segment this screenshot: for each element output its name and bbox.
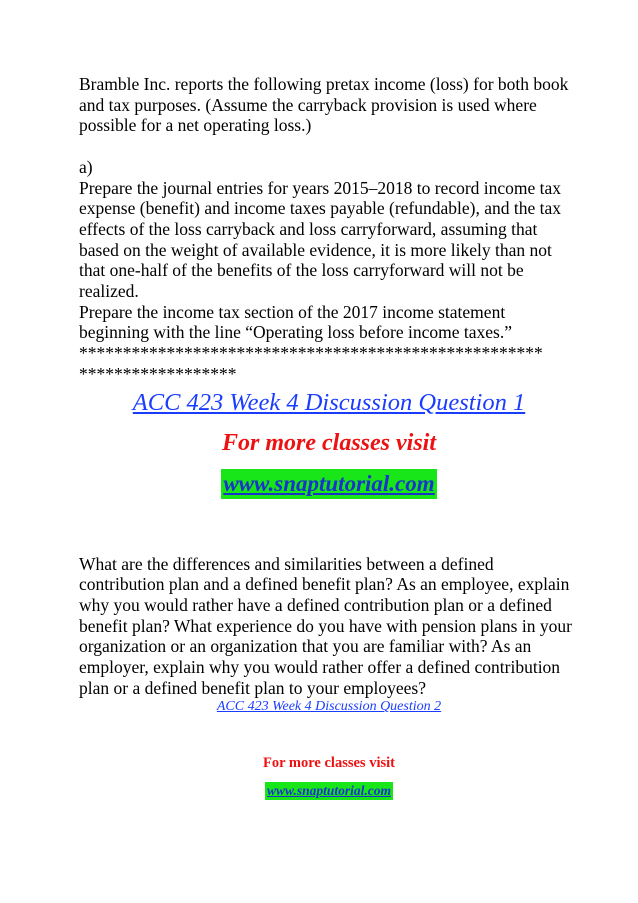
visit-text-2: For more classes visit [263,755,395,772]
site-link-1-wrap [79,469,579,501]
part-a-label: a) [79,156,93,177]
site-link-2[interactable]: www.snaptutorial.com [266,783,392,799]
site-link-1[interactable]: www.snaptutorial.com [221,469,436,499]
visit-text-1: For more classes visit [222,429,436,456]
part-a-instruction-2: Prepare the income tax section of the 2017 income statement beginning with the line “Operating loss before income taxes.” [79,301,512,343]
separator-line-1: ***************************************************** [79,343,543,364]
section-1-header [79,388,579,501]
section-2-header [79,698,579,800]
part-a-instruction-1: Prepare the journal entries for years 2015–2018 to record income tax expense (benefit) and income taxes payable (refundable), and the tax effects of the loss carryback and loss carryforward, assuming that based on the weight of available evidence, it is more likely than not that one-half of the benefits of the loss carryforward will not be realized. [79,177,562,302]
discussion-question-2-link[interactable]: ACC 423 Week 4 Discussion Question 2 [216,699,442,715]
blank-line [79,136,579,157]
intro-paragraph: Bramble Inc. reports the following pretax income (loss) for both book and tax purposes. (Assume the carryback provision is used where possible for a net operating loss.) [79,74,569,136]
separator-line-2: ****************** [79,363,237,384]
question-paragraph: What are the differences and similarities between a defined contribution plan and a defined benefit plan? As an employee, explain why you would rather have a defined contribution plan or a defined benefit plan? What experience do you have with pension plans in your organization or an organization that you are familiar with? As an employer, explain why you would rather offer a defined contribution plan or a defined benefit plan to your employees? [79,553,572,698]
discussion-question-1-link[interactable]: ACC 423 Week 4 Discussion Question 1 [132,388,526,416]
document-page [79,74,579,800]
spacer [79,501,579,554]
site-link-2-wrap [79,782,579,800]
